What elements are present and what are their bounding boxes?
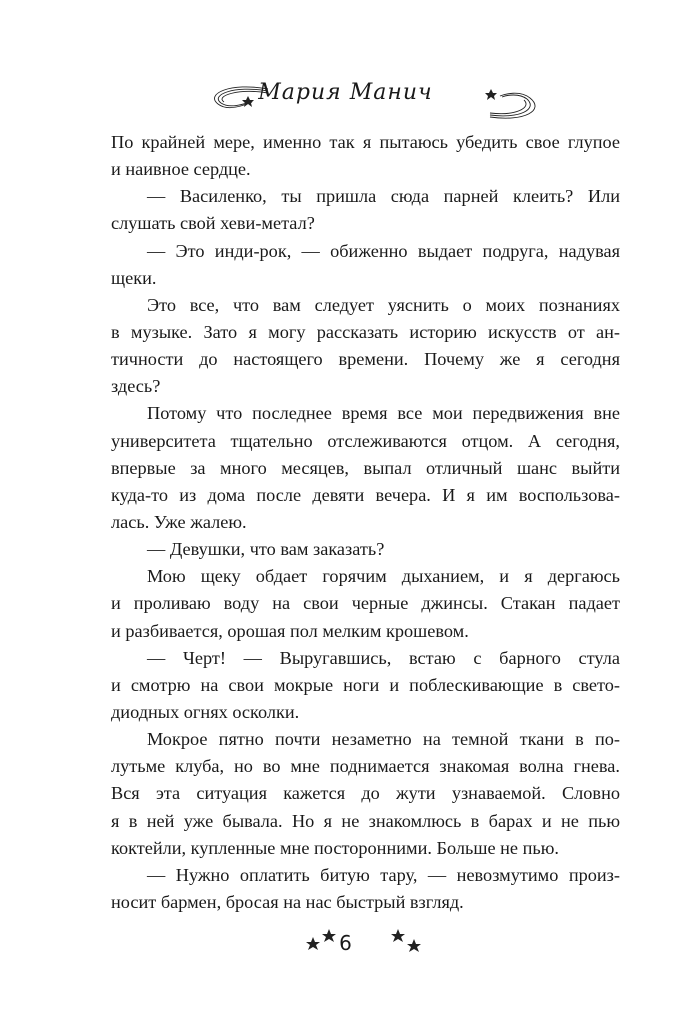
text-line: лась. Уже жалею.: [111, 511, 247, 532]
text-line: — Черт! — Выругавшись, встаю с барного стула: [147, 647, 620, 668]
text-line: коктейли, купленные мне посторонними. Больше не пью.: [111, 837, 559, 858]
paragraph: [111, 862, 620, 916]
text-line: диодных огнях осколки.: [111, 701, 300, 722]
text-line: лутьме клуба, но во мне поднимается знакомая волна гнева.: [111, 756, 620, 777]
text-line: Потому что последнее время все мои передвижения вне: [147, 403, 620, 424]
paragraph: [111, 400, 620, 536]
text-line: куда-то из дома после девяти вечера. И я им воспользова-: [111, 484, 620, 505]
text-line: — Нужно оплатить битую тару, — невозмутимо произ-: [147, 864, 620, 885]
paragraph: [111, 183, 620, 237]
page-footer: [0, 925, 691, 965]
text-line: слушать свой хеви-метал?: [111, 213, 315, 234]
page-number: 6: [339, 931, 352, 955]
paragraph: [111, 645, 620, 726]
text-line: здесь?: [111, 376, 161, 397]
text-line: университета тщательно отслеживаются отцом. А сегодня,: [111, 430, 620, 451]
paragraph: [111, 292, 620, 401]
text-line: Мою щеку обдает горячим дыханием, и я дергаюсь: [147, 566, 620, 587]
text-line: я в ней уже бывала. Но я не знакомлюсь в барах и не пью: [111, 810, 620, 831]
paragraph: [111, 726, 620, 862]
text-line: Мокрое пятно почти незаметно на темной ткани в по-: [147, 729, 620, 750]
text-line: и разбивается, орошая пол мелким крошевом.: [111, 620, 469, 641]
text-line: в музыке. Зато я могу рассказать историю искусств от ан-: [111, 321, 620, 342]
author-name: Мария Манич: [258, 80, 433, 105]
text-line: — Это инди-рок, — обиженно выдает подруга, надувая: [147, 240, 620, 261]
text-line: — Василенко, ты пришла сюда парней клеить? Или: [147, 186, 620, 207]
text-line: По крайней мере, именно так я пытаюсь убедить свое глупое: [111, 132, 620, 152]
text-line: Вся эта ситуация кажется до жути узнаваемой. Словно: [111, 783, 620, 804]
paragraph: [111, 129, 620, 183]
running-header: [0, 72, 691, 122]
text-line: щеки.: [111, 267, 157, 288]
text-line: и проливаю воду на свои черные джинсы. Стакан падает: [111, 593, 620, 614]
text-line: — Девушки, что вам заказать?: [147, 539, 385, 560]
text-line: Это все, что вам следует уяснить о моих познаниях: [147, 294, 620, 315]
text-line: тичности до настоящего времени. Почему же я сегодня: [111, 349, 620, 370]
page-body-text: [111, 129, 620, 916]
text-line: и смотрю на свои мокрые ноги и поблескивающие в свето-: [111, 674, 620, 695]
text-line: впервые за много месяцев, выпал отличный шанс выйти: [111, 457, 620, 478]
paragraph: [111, 238, 620, 292]
text-line: и наивное сердце.: [111, 159, 251, 180]
text-line: носит бармен, бросая на нас быстрый взгляд.: [111, 891, 464, 912]
paragraph: [111, 536, 620, 563]
paragraph: [111, 563, 620, 644]
